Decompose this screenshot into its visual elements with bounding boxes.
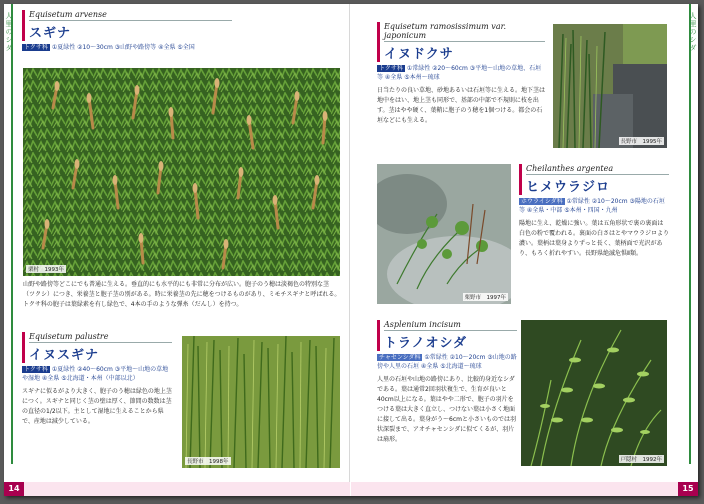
japanese-name: ヒメウラジロ bbox=[526, 180, 611, 195]
japanese-name: トラノオシダ bbox=[384, 336, 467, 351]
entry-inusugina bbox=[22, 332, 172, 427]
meta-text: ①常緑性 ②10〜20cm ③陽地の石垣等 ④全県・中部 ⑤本州・四国・九州 bbox=[519, 198, 665, 214]
photo-toranoosida bbox=[521, 320, 667, 466]
photo-inusugina bbox=[182, 336, 340, 468]
side-label: 人里のシダ bbox=[689, 12, 697, 52]
toranoosida-photo-image bbox=[521, 320, 667, 466]
species-meta bbox=[22, 43, 232, 52]
photo-himeurajiro bbox=[377, 164, 511, 304]
sugina-photo-image bbox=[23, 68, 340, 276]
japanese-name: イヌドクサ bbox=[384, 47, 454, 62]
right-side-bar bbox=[689, 4, 698, 464]
species-meta bbox=[22, 365, 172, 383]
himeurajiro-photo-image bbox=[377, 164, 511, 304]
photo-sugina bbox=[23, 68, 340, 276]
entry-header bbox=[22, 332, 172, 363]
entry-header bbox=[377, 22, 545, 62]
photo-caption: 長野市 1995年 bbox=[620, 139, 662, 145]
right-page bbox=[351, 4, 698, 496]
species-meta bbox=[377, 353, 517, 371]
entry-header bbox=[377, 320, 517, 351]
latin-name: Equisetum ramosissimum var. japonicum bbox=[384, 22, 545, 42]
photo-caption: 長野市 1998年 bbox=[187, 459, 229, 465]
family-badge: トクサ科 bbox=[379, 65, 403, 72]
left-page bbox=[4, 4, 350, 496]
meta-text: ①常緑性 ②20〜60cm ③平地〜山地の草地、石垣等 ④全県 ⑤本州〜琉球 bbox=[377, 65, 542, 81]
photo-caption: 栗村 1993年 bbox=[28, 267, 64, 273]
left-side-bar bbox=[4, 4, 13, 464]
japanese-name: スギナ bbox=[29, 26, 72, 41]
side-label: 人里のシダ bbox=[5, 12, 13, 52]
inusugina-photo-image bbox=[182, 336, 340, 468]
page-number: 15 bbox=[678, 482, 698, 496]
meta-text: ①夏緑性 ②40〜60cm ③平地〜山地の草地や湿地 ④全県 ⑤北海道・本州（中部以北） bbox=[22, 366, 169, 382]
meta-text: ①常緑性 ②10〜20cm ③山地の路傍や人里の石垣 ④全県 ⑤北海道〜琉球 bbox=[377, 354, 517, 370]
family-badge: トクサ科 bbox=[24, 44, 48, 51]
latin-name: Cheilanthes argentea bbox=[526, 164, 669, 175]
bottom-band bbox=[24, 482, 350, 496]
family-badge: チャセンシダ科 bbox=[379, 354, 421, 361]
family-badge: ホウライシダ科 bbox=[521, 198, 563, 205]
species-meta bbox=[377, 64, 545, 82]
latin-name: Equisetum arvense bbox=[29, 10, 232, 21]
bottom-band bbox=[351, 482, 678, 496]
photo-caption: 栗野市 1997年 bbox=[464, 295, 506, 301]
species-meta bbox=[519, 197, 669, 215]
photo-caption: 戸隠村 1992年 bbox=[620, 457, 662, 463]
entry-sugina bbox=[22, 10, 232, 52]
latin-name: Equisetum palustre bbox=[29, 332, 172, 343]
description-himeurajiro: 陽地に生え、乾燥に強い。葉は五角形状で裏の裏面は白色の粉で覆われる。裏面の白さはとやマウラジロより濃い。葉柄は葉身よりずっと長く、葉柄面で光沢があり、もろく折れやすい。長野県絶滅危惧Ⅱ類。 bbox=[519, 220, 670, 257]
description-sugina: 山野や路傍等どこにでも普通に生える。垂直的にも水平的にも非常に分布が広い。胞子のう穂は淡褐色の特別な茎（ツクシ）につき、栄養茎と胞子茎の別がある。時に栄養茎の先に穂をつけるものがあり、ミモチスギナと呼ばれる。トクサ科の胞子は葉緑素を有し緑色で、4本の手のような弾糸（だんし）を持つ。 bbox=[23, 281, 341, 308]
inudokusa-photo-image bbox=[553, 24, 667, 148]
photo-inudokusa bbox=[553, 24, 667, 148]
book-spread bbox=[4, 4, 698, 496]
family-badge: トクサ科 bbox=[24, 366, 48, 373]
latin-name: Asplenium incisum bbox=[384, 320, 517, 331]
meta-text: ①夏緑性 ②10〜30cm ③山野や路傍等 ④全県 ⑤全国 bbox=[51, 44, 195, 51]
entry-header bbox=[22, 10, 232, 41]
entry-toranoosida bbox=[377, 320, 517, 445]
entry-inudokusa bbox=[377, 22, 545, 126]
japanese-name: イヌスギナ bbox=[29, 348, 100, 363]
entry-himeurajiro bbox=[519, 164, 669, 259]
page-number: 14 bbox=[4, 482, 24, 496]
description-inusugina: スギナに似るがより大きく、胞子のう穂は緑色の地上茎につく。スギナと同じく茎の壁は厚く、節間の数数は茎の直径の1/2以下。主として湿地に生えることから県で、産地は減少している。 bbox=[22, 388, 172, 425]
description-inudokusa: 日当たりの良い草地、砂地あるいは石垣等に生える。地下茎は地中をはい、地上茎も同形で、基部の中部で不規則に枝を出す。茎はやや硬く、葉鞘に胞子のう穂を1個つける。都会の石垣などにも生える。 bbox=[377, 87, 546, 124]
description-toranoosida: 人里の石垣や山地の路傍にあり、比較的身近なシダである。葉は通常2回羽状複生で、生育が良いと40cm以上になる。葉はやや二形で、胞子の羽片をつける葉は大きく直立し、つけない葉は小さく地面に接して出る。葉身がう〜6cmと小さいものでは羽状深裂まで、アオチャセンシダに似てくるが、羽片は扇形。 bbox=[377, 376, 516, 443]
entry-header bbox=[519, 164, 669, 195]
